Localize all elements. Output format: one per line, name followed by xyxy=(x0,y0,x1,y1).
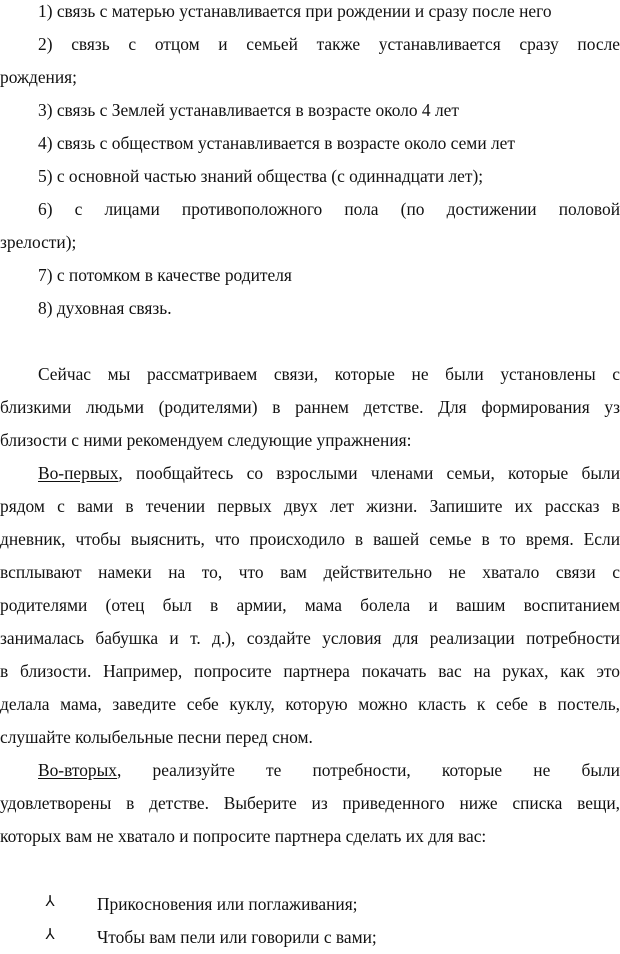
list-item-8: 8) духовная связь. xyxy=(38,298,172,318)
list-item-2-continuation: рождения; xyxy=(0,67,77,87)
list-item-4: 4) связь с обществом устанавливается в возрасте около семи лет xyxy=(38,133,515,153)
list-item-3: 3) связь с Землей устанавливается в возрасте около 4 лет xyxy=(38,100,459,120)
paragraph-3-line: которых вам не хватало и попросите партнера сделать их для вас: xyxy=(0,826,487,846)
list-item-1: 1) связь с матерью устанавливается при рождении и сразу после него xyxy=(38,1,552,21)
paragraph-3-line: удовлетворены в детстве. Выберите из приведенного ниже списка вещи, xyxy=(0,793,620,813)
paragraph-2-line: дневник, чтобы выяснить, что происходило в вашей семье в то время. Если xyxy=(0,529,620,549)
paragraph-2-lead: Во-первых xyxy=(38,463,119,483)
paragraph-2-line: родителями (отец был в армии, мама болела и вашим воспитанием xyxy=(0,595,620,615)
paragraph-2-line: занималась бабушка и т. д.), создайте условия для реализации потребности xyxy=(0,628,620,648)
bullet-icon: ⅄ xyxy=(45,927,55,943)
bullet-item: Прикосновения или поглаживания; xyxy=(97,894,358,914)
paragraph-2-first-line xyxy=(0,457,620,490)
paragraph-1-line: близости с ними рекомендуем следующие упражнения: xyxy=(0,430,412,450)
paragraph-2-line: слушайте колыбельные песни перед сном. xyxy=(0,727,313,747)
paragraph-3-first-line xyxy=(0,754,620,787)
bullet-icon: ⅄ xyxy=(45,894,55,910)
bullet-item: Чтобы вам пели или говорили с вами; xyxy=(97,927,377,947)
paragraph-1-line: Сейчас мы рассматриваем связи, которые не были установлены с xyxy=(38,364,620,384)
list-item-7: 7) с потомком в качестве родителя xyxy=(38,265,292,285)
list-item-2: 2) связь с отцом и семьей также устанавливается сразу после xyxy=(38,34,620,54)
paragraph-3-lead: Во-вторых xyxy=(38,760,118,780)
paragraph-2-line: в близости. Например, попросите партнера покачать вас на руках, как это xyxy=(0,661,620,681)
paragraph-3-first-rest: , реализуйте те потребности, которые не были xyxy=(117,760,620,780)
list-item-6: 6) с лицами противоположного пола (по достижении половой xyxy=(38,199,620,219)
paragraph-2-line: всплывают намеки на то, что вам действительно не хватало связи с xyxy=(0,562,620,582)
paragraph-2-line: делала мама, заведите себе куклу, которую можно класть к себе в постель, xyxy=(0,694,620,714)
list-item-5: 5) с основной частью знаний общества (с одиннадцати лет); xyxy=(38,166,484,186)
paragraph-2-line: рядом с вами в течении первых двух лет жизни. Запишите их рассказ в xyxy=(0,496,620,516)
list-item-6-continuation: зрелости); xyxy=(0,232,77,252)
paragraph-1-line: близкими людьми (родителями) в раннем детстве. Для формирования уз xyxy=(0,397,620,417)
paragraph-2-first-rest: , пообщайтесь со взрослыми членами семьи, которые были xyxy=(118,463,620,483)
